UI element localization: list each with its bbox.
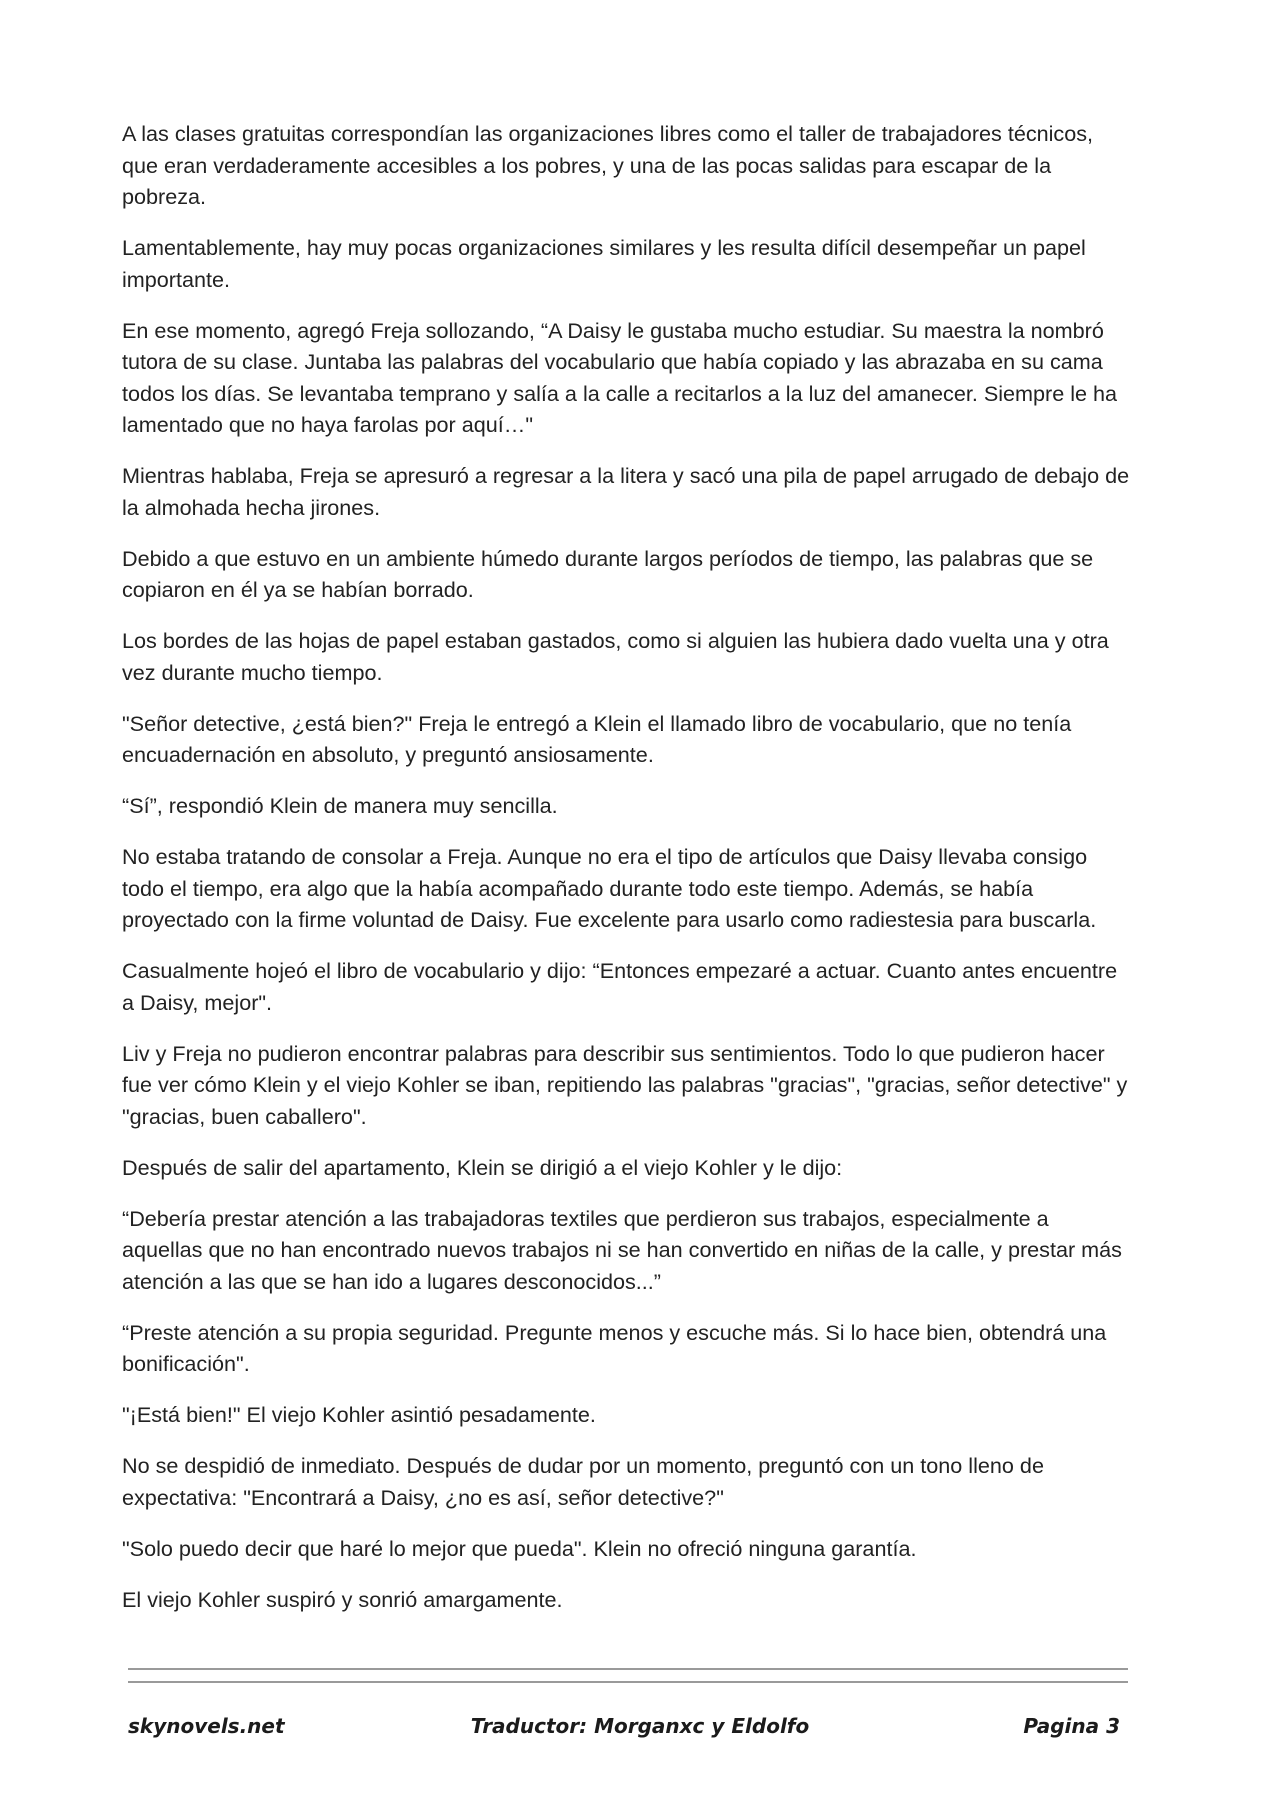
paragraph: “Debería prestar atención a las trabajadoras textiles que perdieron sus trabajos, especialmente a aquellas que no han encontrado nuevos trabajos ni se han convertido en niñas de la calle, y prestar más atención a las que se han ido a lugares desconocidos...” — [122, 1205, 1122, 1294]
paragraph: Casualmente hojeó el libro de vocabulario y dijo: “Entonces empezaré a actuar. Cuanto antes encuentre a Daisy, mejor". — [122, 958, 1118, 1015]
paragraph: Lamentablemente, hay muy pocas organizaciones similares y les resulta difícil desempeñar un papel importante. — [122, 235, 1086, 292]
body-text — [122, 118, 1134, 1635]
footer-site: skynovels.net — [128, 1714, 285, 1738]
paragraph: Debido a que estuvo en un ambiente húmedo durante largos períodos de tiempo, las palabras que se copiaron en él ya se habían borrado. — [122, 545, 1094, 602]
paragraph: No se despidió de inmediato. Después de dudar por un momento, preguntó con un tono lleno de expectativa: "Encontrará a Daisy, ¿no es así, señor detective?" — [122, 1453, 1044, 1510]
footer-divider — [128, 1668, 1128, 1670]
footer-divider — [128, 1681, 1128, 1683]
paragraph: "Solo puedo decir que haré lo mejor que pueda". Klein no ofreció ninguna garantía. — [122, 1535, 917, 1561]
paragraph: Los bordes de las hojas de papel estaban gastados, como si alguien las hubiera dado vuelta una y otra vez durante mucho tiempo. — [122, 628, 1109, 685]
paragraph: No estaba tratando de consolar a Freja. Aunque no era el tipo de artículos que Daisy llevaba consigo todo el tiempo, era algo que la había acompañado durante todo este tiempo. Además, se había proyectado con la firme voluntad de Daisy. Fue excelente para usarlo como radiestesia para buscarla. — [122, 844, 1097, 932]
paragraph: En ese momento, agregó Freja sollozando, “A Daisy le gustaba mucho estudiar. Su maestra la nombró tutora de su clase. Juntaba las palabras del vocabulario que había copiado y las abrazaba en su cama todos los días. Se levantaba temprano y salía a la calle a recitarlos a la luz del amanecer. Siempre le ha lamentado que no haya farolas por aquí…" — [122, 317, 1118, 437]
paragraph: “Preste atención a su propia seguridad. Pregunte menos y escuche más. Si lo hace bien, obtendrá una bonificación". — [122, 1319, 1107, 1376]
paragraph: Liv y Freja no pudieron encontrar palabras para describir sus sentimientos. Todo lo que pudieron hacer fue ver cómo Klein y el viejo Kohler se iban, repitiendo las palabras "gracias", "gracias, señor detective" y "gracias, buen caballero". — [122, 1040, 1128, 1129]
paragraph: “Sí”, respondió Klein de manera muy sencilla. — [122, 793, 558, 818]
paragraph: Mientras hablaba, Freja se apresuró a regresar a la litera y sacó una pila de papel arrugado de debajo de la almohada hecha jirones. — [122, 463, 1130, 520]
paragraph: A las clases gratuitas correspondían las organizaciones libres como el taller de trabajadores técnicos, que eran verdaderamente accesibles a los pobres, y una de las pocas salidas para escapar de la pobreza. — [122, 121, 1094, 209]
paragraph: Después de salir del apartamento, Klein se dirigió a el viejo Kohler y le dijo: — [122, 1154, 843, 1180]
paragraph: El viejo Kohler suspiró y sonrió amargamente. — [122, 1586, 563, 1612]
paragraph: "Señor detective, ¿está bien?" Freja le entregó a Klein el llamado libro de vocabulario, que no tenía encuadernación en absoluto, y preguntó ansiosamente. — [122, 710, 1072, 767]
paragraph: "¡Está bien!" El viejo Kohler asintió pesadamente. — [122, 1402, 596, 1427]
footer-translator: Traductor: Morganxc y Eldolfo — [470, 1714, 810, 1738]
footer-page-number: Pagina 3 — [1023, 1714, 1120, 1738]
